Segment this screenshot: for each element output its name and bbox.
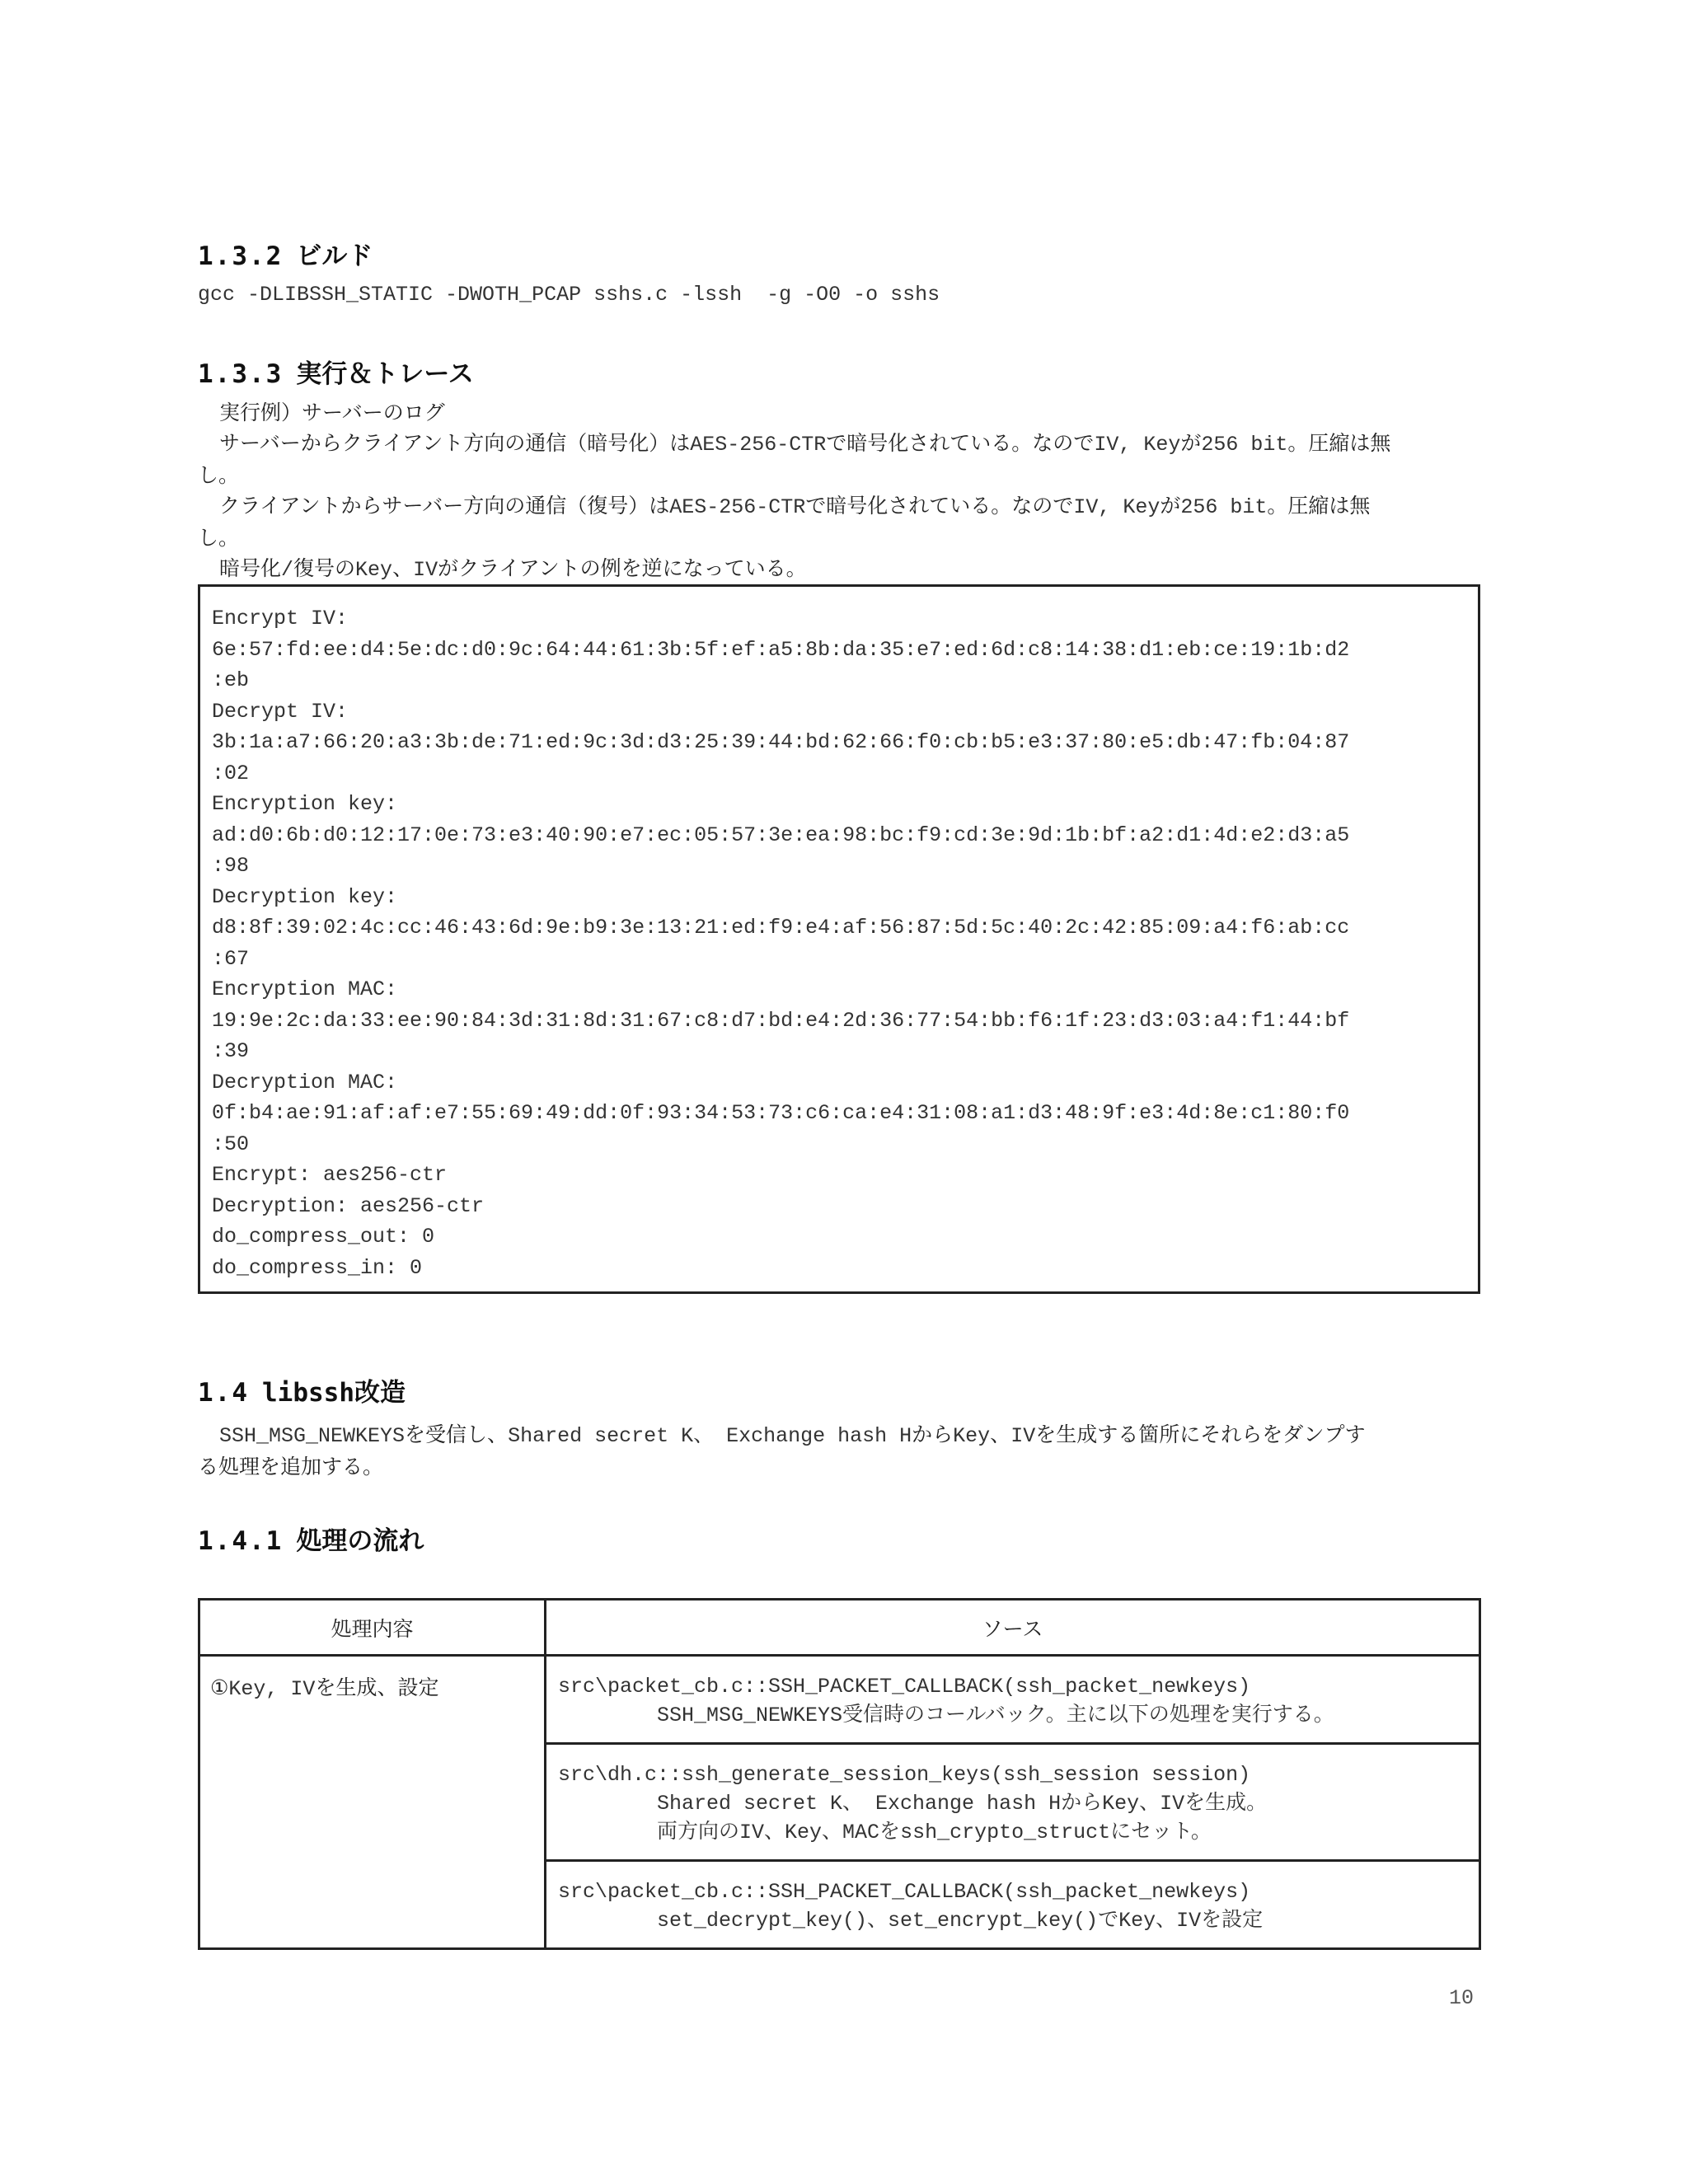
step-cell: ①Key, IVを生成、設定 [199,1656,546,1949]
source-cell: src\dh.c::ssh_generate_session_keys(ssh_session session) Shared secret K、 Exchange hash HからKey、IVを生成。 両方向のIV、Key、MACをssh_crypto_structにセット。 [546,1744,1480,1861]
intro-line-4: 暗号化/復号のKey、IVがクライアントの例を逆になっている。 [219,556,807,582]
log-line: Encryption MAC: [212,977,398,1001]
log-line: Encrypt IV: [212,607,349,630]
log-line: d8:8f:39:02:4c:cc:46:43:6d:9e:b9:3e:13:21:ed:f9:e4:af:56:87:5d:5c:40:2c:42:85:09:a4:f6:ab:cc [212,916,1350,940]
log-line: 0f:b4:ae:91:af:af:e7:55:69:49:dd:0f:93:34:53:73:c6:ca:e4:31:08:a1:d3:48:9f:e3:4d:8e:c1:80:f0 [212,1101,1350,1125]
section-title: 処理の流れ [296,1526,424,1556]
page-number: 10 [1448,1986,1474,2010]
section-heading-1-4-1 [198,1520,424,1557]
log-line: :67 [212,946,250,971]
intro-line-1: 実行例）サーバーのログ [219,401,445,424]
log-line: Decryption key: [212,884,398,909]
source-cell: src\packet_cb.c::SSH_PACKET_CALLBACK(ssh_packet_newkeys) set_decrypt_key()、set_encrypt_key()でKey、IVを設定 [546,1861,1480,1949]
section-title-mono: libssh [262,1378,354,1408]
intro-line-3-cont: し。 [198,526,240,550]
log-line: :eb [212,668,250,692]
log-line: 6e:57:fd:ee:d4:5e:dc:d0:9c:64:44:61:3b:5f:ef:a5:8b:da:35:e7:ed:6d:c8:14:38:d1:eb:ce:19:1b:d2 [212,637,1350,662]
section-number: 1.3.2 [198,241,284,271]
section-heading-1-3-3 [198,353,474,390]
source-cell: src\packet_cb.c::SSH_PACKET_CALLBACK(ssh_packet_newkeys) SSH_MSG_NEWKEYS受信時のコールバック。主に以下の処理を実行する。 [546,1656,1480,1744]
column-header: 処理内容 [199,1600,546,1656]
section-number: 1.4.1 [198,1526,284,1556]
table-row [199,1656,1480,1744]
log-line: :02 [212,761,250,785]
trace-log-box [198,584,1480,1294]
section-title: 実行＆トレース [296,359,474,389]
log-line: 3b:1a:a7:66:20:a3:3b:de:71:ed:9c:3d:d3:25:39:44:bd:62:66:f0:cb:b5:e3:37:80:e5:db:47:fb:04:87 [212,730,1350,754]
log-line: Decrypt IV: [212,699,349,724]
table-header-row [199,1600,1480,1656]
intro-paragraphs [198,397,1484,585]
log-line: Decryption: aes256-ctr [212,1193,485,1218]
intro-line-2: サーバーからクライアント方向の通信（暗号化）はAES-256-CTRで暗号化されている。なのでIV, Keyが256 bit。圧縮は無 [219,431,1391,457]
column-header: ソース [546,1600,1480,1656]
section-number: 1.3.3 [198,359,284,389]
section-title: ビルド [296,241,373,271]
log-line: do_compress_out: 0 [212,1225,435,1249]
section-number: 1.4 [198,1378,249,1408]
log-line: 19:9e:2c:da:33:ee:90:84:3d:31:8d:31:67:c8:d7:bd:e4:2d:36:77:54:bb:f6:1f:23:d3:03:a4:f1:44:bf [212,1008,1350,1033]
log-line: Encryption key: [212,792,398,816]
section-heading-1-4 [198,1371,406,1408]
libssh-mod-paragraph: SSH_MSG_NEWKEYSを受信し、Shared secret K、 Exchange hash HからKey、IVを生成する箇所にそれらをダンプす る処理を追加する。 [198,1422,1366,1479]
log-line: Decryption MAC: [212,1070,398,1094]
process-flow-table [198,1598,1481,1950]
intro-line-3: クライアントからサーバー方向の通信（復号）はAES-256-CTRで暗号化されている。なのでIV, Keyが256 bit。圧縮は無 [219,494,1371,519]
log-line: :98 [212,854,250,878]
section-title-jp: 改造 [354,1378,406,1408]
log-line: ad:d0:6b:d0:12:17:0e:73:e3:40:90:e7:ec:05:57:3e:ea:98:bc:f9:cd:3e:9d:1b:bf:a2:d1:4d:e2:d3:a5 [212,823,1350,847]
build-command: gcc -DLIBSSH_STATIC -DWOTH_PCAP sshs.c -lssh -g -O0 -o sshs [198,283,940,307]
log-line: Encrypt: aes256-ctr [212,1163,448,1187]
section-heading-1-3-2 [198,235,373,272]
log-line: do_compress_in: 0 [212,1255,423,1280]
intro-line-2-cont: し。 [198,463,240,487]
log-line: :50 [212,1132,250,1156]
log-line: :39 [212,1039,250,1063]
